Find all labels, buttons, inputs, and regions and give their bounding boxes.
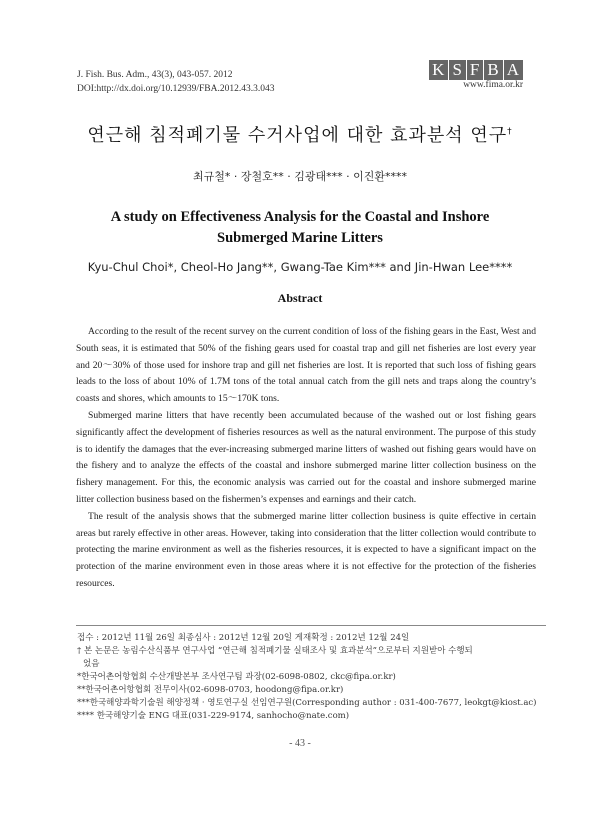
footnote-divider: [76, 625, 546, 626]
doi-line: DOI:http://dx.doi.org/10.12939/FBA.2012.43.3.043: [77, 84, 275, 94]
title-footnote-mark: †: [507, 127, 513, 137]
logo-letter: F: [467, 60, 483, 80]
english-title-line-1: A study on Effectiveness Analysis for the Coastal and Inshore: [110, 209, 490, 225]
author-affiliation-3: ***한국해양과학기술원 해양정책 · 영토연구실 선임연구원(Corresponding author : 031-400-7677, leokgt@kiost.ac): [77, 698, 537, 708]
footnotes: [77, 632, 547, 723]
abstract-heading: Abstract: [277, 291, 323, 305]
abstract-body: [76, 324, 536, 593]
journal-line: J. Fish. Bus. Adm., 43(3), 043-057. 2012: [77, 70, 233, 80]
english-title-line-2: Submerged Marine Litters: [217, 230, 383, 246]
author-affiliation-1: *한국어촌어항협회 수산개발본부 조사연구팀 과장(02-6098-0802, ckc@fipa.or.kr): [77, 672, 396, 682]
korean-title: [0, 121, 600, 147]
submission-dates: 접수 : 2012년 11월 26일 최종심사 : 2012년 12월 20일 게재확정 : 2012년 12월 24일: [77, 633, 410, 643]
funding-note: † 본 논문은 농림수산식품부 연구사업 “연근해 침적폐기물 실태조사 및 효과분석”으로부터 지원받아 수행되: [77, 646, 473, 656]
korean-title-text: 연근해 침적폐기물 수거사업에 대한 효과분석 연구: [87, 125, 508, 146]
journal-website: www.fima.or.kr: [463, 80, 523, 90]
korean-authors: 최규철* · 장철호** · 김광태*** · 이진환****: [193, 170, 407, 183]
abstract-paragraph: According to the result of the recent survey on the current condition of loss of the fishing gears in the East, West and South seas, it is estimated that 50% of the fishing gears used for coastal trap and gill net fisheries are lost every year and 20～30% of those used for inshore trap and gill net fisheries are lost. It is reported that such loss of fishing gears leads to the loss of about 10% of 1.7M tons of the total annual catch from the gill nets and traps along the country’s coasts and shores, which amounts to 15～170K tons.: [76, 326, 536, 405]
abstract-paragraph: The result of the analysis shows that the submerged marine litter collection business is quite effective in certain areas but rarely effective in other areas. However, taking into consideration that the litter collection would contribute to protecting the marine environment as well as the fisheries resources, it is expected to have a significant impact on the protection of the marine environment even in those areas where it is not effective for the protection of the fisheries resources.: [76, 510, 536, 589]
english-authors: Kyu-Chul Choi*, Cheol-Ho Jang**, Gwang-Tae Kim*** and Jin-Hwan Lee****: [87, 260, 513, 274]
journal-citation: [77, 68, 275, 96]
author-affiliation-4: **** 한국해양기술 ENG 대표(031-229-9174, sanhocho@nate.com): [77, 711, 350, 721]
page-number: - 43 -: [289, 738, 311, 749]
journal-logo-block: [428, 60, 523, 90]
logo-letter: B: [484, 60, 502, 80]
logo-letter: S: [449, 60, 465, 80]
author-affiliation-2: **한국어촌어항협회 전무이사(02-6098-0703, hoodong@fipa.or.kr): [77, 685, 344, 695]
funding-note-cont: 었음: [83, 659, 100, 669]
logo-letter: A: [504, 60, 523, 80]
logo-letter: K: [429, 60, 448, 80]
ksfba-logo: [428, 60, 523, 80]
english-title: [0, 207, 600, 249]
abstract-paragraph: Submerged marine litters that have recently been accumulated because of the washed out or lost fishing gears significantly affect the development of fisheries resources as well as the natural environment. The purpose of this study is to identify the damages that the ever-increasing submerged marine litters of washed out fishing gears would have on the fishery and to analyze the effects of the coastal and inshore submerged marine litter collection business on the fishery management. For this, the economic analysis was carried out for the coastal and inshore submerged marine litter collection business based on the fishermen’s expenses and earnings and their catch.: [76, 409, 536, 505]
